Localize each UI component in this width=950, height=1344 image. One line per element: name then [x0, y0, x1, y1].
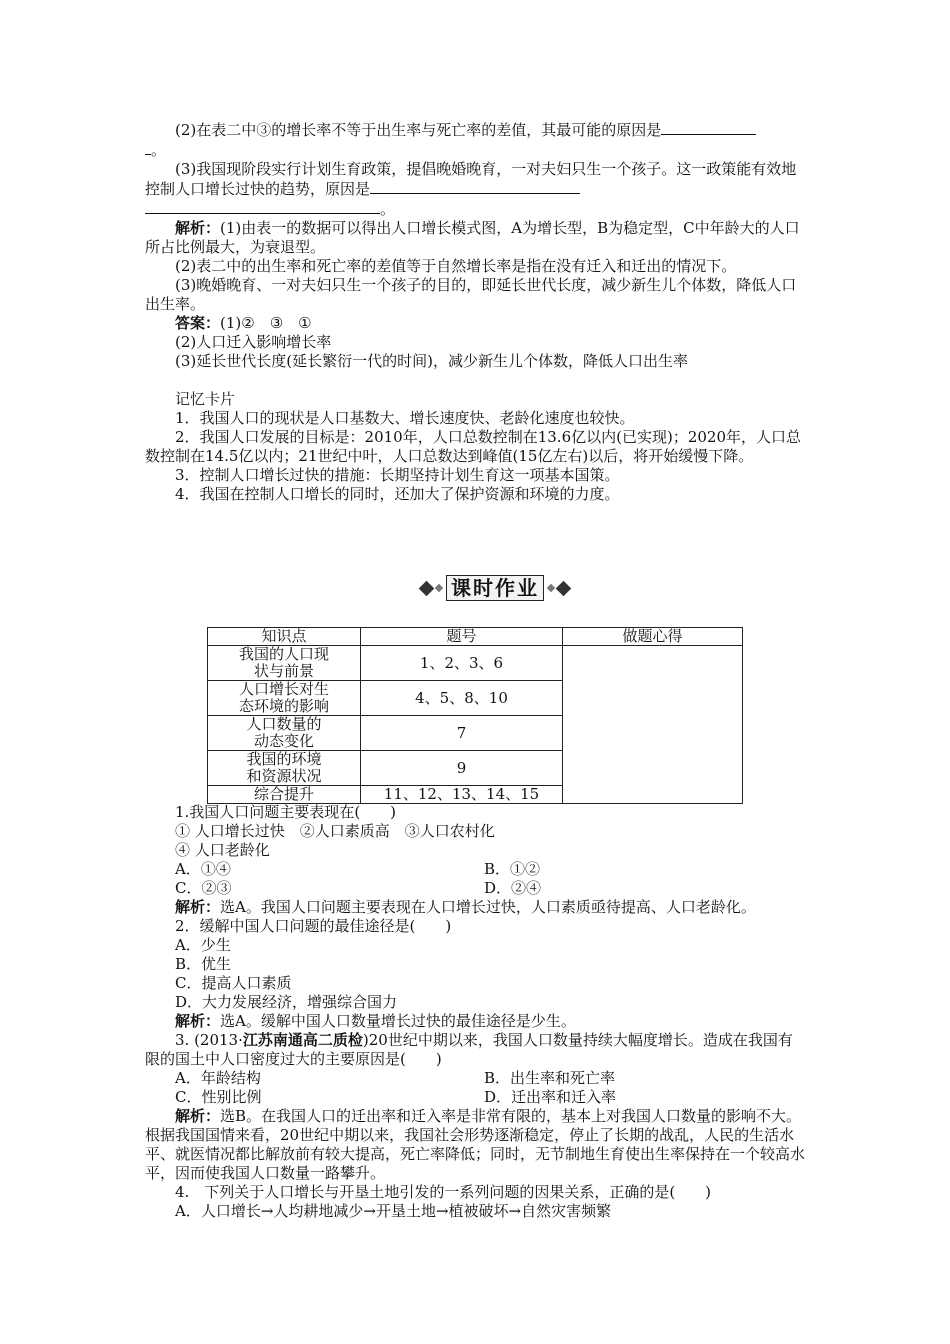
- option-d: D．大力发展经济，增强综合国力: [175, 993, 398, 1011]
- answer-blank-4: [145, 199, 380, 214]
- option-d: D．②④: [484, 879, 542, 897]
- option-a: A．年龄结构: [175, 1069, 261, 1087]
- answer-2: (2)人口迁入影响增长率: [175, 333, 332, 351]
- option-d: D．迁出率和迁入率: [484, 1088, 617, 1106]
- question-3-prefix: 3. (2013·: [175, 1031, 243, 1049]
- answer-label: 答案：: [175, 314, 221, 332]
- option-b: B．出生率和死亡率: [484, 1069, 616, 1087]
- diamond-icon: [419, 580, 435, 596]
- banner-title: 课时作业: [446, 575, 544, 601]
- option-c: C．②③: [175, 879, 232, 897]
- period-2: 。: [380, 200, 396, 218]
- analysis-label: 解析：: [175, 219, 221, 237]
- topic-cell: 人口增长对生态环境的影响: [238, 680, 329, 715]
- period: 。: [151, 141, 167, 159]
- option-c: C．性别比例: [175, 1088, 262, 1106]
- numbers-cell: 9: [361, 751, 563, 786]
- analysis-3: (3)晚婚晚育、一对夫妇只生一个孩子的目的，即延长世代长度，减少新生儿个体数，降低人口出生率。: [145, 276, 797, 313]
- memory-item: 3．控制人口增长过快的措施：长期坚持计划生育这一项基本国策。: [175, 466, 620, 484]
- diamond-icon: [556, 580, 572, 596]
- answer-1: (1)② ③ ①: [220, 314, 312, 332]
- analysis-text: 选A。缓解中国人口数量增长过快的最佳途径是少生。: [220, 1012, 576, 1030]
- header-cell: 知识点: [208, 628, 361, 646]
- question-1-items-2: ④ 人口老龄化: [175, 841, 270, 859]
- table-header: [208, 628, 743, 646]
- option-b: B．优生: [175, 955, 232, 973]
- question-2: 2．缓解中国人口问题的最佳途径是( ): [175, 917, 452, 935]
- memory-card-title: 记忆卡片: [175, 390, 236, 408]
- question-1: 1.我国人口问题主要表现在( ): [175, 803, 397, 821]
- analysis-label: 解析：: [175, 898, 221, 916]
- analysis-label: 解析：: [175, 1012, 221, 1030]
- homework-table: [207, 627, 743, 804]
- question-3-text: )20世纪中期以来，我国人口数量持续大幅度增长。造成在我国有限的国土中人口密度过大的主要原因是( ): [145, 1031, 793, 1068]
- topic-cell: 我国的环境和资源状况: [246, 750, 322, 785]
- analysis-text: 选B。在我国人口的迁出率和迁入率是非常有限的，基本上对我国人口数量的影响不大。根据我国国情来看，20世纪中期以来，我国社会形势逐渐稳定，停止了长期的战乱，人民的生活水平、就医情况都比解放前有较大提高，死亡率降低；同时，无节制地生育使出生率保持在一个较高水平，因而使我国人口数量一路攀升。: [145, 1107, 806, 1182]
- option-a: A．人口增长→人均耕地减少→开垦土地→植被破坏→自然灾害频繁: [175, 1202, 612, 1220]
- answer-blank-3: [370, 179, 580, 194]
- option-a: A．少生: [175, 936, 231, 954]
- header-cell: 做题心得: [563, 628, 743, 646]
- numbers-cell: 1、2、3、6: [361, 646, 563, 681]
- table-row: [208, 646, 743, 681]
- analysis-text: 选A。我国人口问题主要表现在人口增长过快，人口素质亟待提高、人口老龄化。: [220, 898, 756, 916]
- topic-cell: 人口数量的动态变化: [246, 715, 322, 750]
- numbers-cell: 4、5、8、10: [361, 681, 563, 716]
- answer-blank: [661, 120, 756, 135]
- option-b: B．①②: [484, 860, 541, 878]
- memory-item: 2．我国人口发展的目标是：2010年，人口总数控制在13.6亿以内(已实现)；2020年，人口总数控制在14.5亿以内；21世纪中叶，人口总数达到峰值(15亿左右)以后，将开始缓慢下降。: [145, 428, 801, 465]
- option-a: A．①④: [175, 860, 231, 878]
- section-banner: [392, 575, 598, 601]
- notes-cell: [563, 646, 743, 804]
- answer-3: (3)延长世代长度(延长繁衍一代的时间)，减少新生儿个体数，降低人口出生率: [175, 352, 688, 370]
- question-3-text: (3)我国现阶段实行计划生育政策，提倡晚婚晚育，一对夫妇只生一个孩子。这一政策能有效地控制人口增长过快的趋势，原因是: [145, 160, 797, 198]
- topic-cell: 我国的人口现状与前景: [238, 645, 329, 680]
- upper-text: [145, 120, 807, 504]
- memory-item: 1．我国人口的现状是人口基数大、增长速度快、老龄化速度也较快。: [175, 409, 635, 427]
- numbers-cell: 11、12、13、14、15: [361, 786, 563, 804]
- diamond-icon: [547, 584, 555, 592]
- diamond-icon: [435, 584, 443, 592]
- topic-cell: 综合提升: [208, 786, 361, 804]
- analysis-1: (1)由表一的数据可以得出人口增长模式图，A为增长型，B为稳定型，C中年龄大的人口所占比例最大，为衰退型。: [145, 219, 800, 256]
- memory-item: 4．我国在控制人口增长的同时，还加大了保护资源和环境的力度。: [175, 485, 620, 503]
- header-cell: 题号: [361, 628, 563, 646]
- question-3-source: 江苏南通高二质检: [242, 1031, 363, 1049]
- option-c: C．提高人口素质: [175, 974, 292, 992]
- questions-section: [145, 803, 807, 1221]
- analysis-label: 解析：: [175, 1107, 221, 1125]
- analysis-2: (2)表二中的出生率和死亡率的差值等于自然增长率是指在没有迁入和迁出的情况下。: [175, 257, 737, 275]
- numbers-cell: 7: [361, 716, 563, 751]
- question-1-items: ① 人口增长过快 ②人口素质高 ③人口农村化: [175, 822, 495, 840]
- question-4: 4. 下列关于人口增长与开垦土地引发的一系列问题的因果关系，正确的是( ): [175, 1183, 712, 1201]
- question-2-text: (2)在表二中③的增长率不等于出生率与死亡率的差值，其最可能的原因是: [175, 121, 662, 139]
